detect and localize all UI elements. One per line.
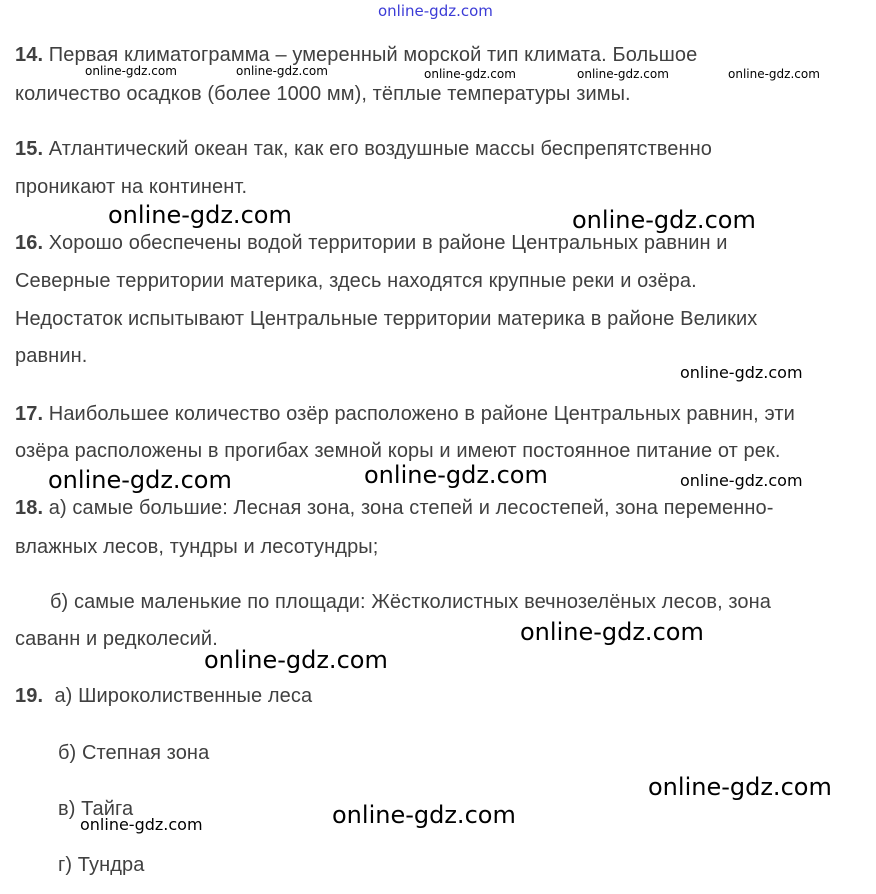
watermark: online-gdz.com: [680, 363, 803, 382]
watermark: online-gdz.com: [424, 67, 516, 81]
watermark: online-gdz.com: [48, 466, 232, 494]
answer-15-text-1: Атлантический океан так, как его воздушные массы беспрепятственно: [48, 138, 712, 160]
answer-14-text-1: Первая климатограмма – умеренный морской тип климата. Большое: [48, 44, 698, 66]
answer-18-line-3: б) самые маленькие по площади: Жёстколистных вечнозелёных лесов, зона: [50, 591, 772, 613]
watermark: online-gdz.com: [520, 618, 704, 646]
answer-17-line-2: озёра расположены в прогибах земной коры и имеют постоянное питание от рек.: [15, 440, 781, 462]
watermark: online-gdz.com: [648, 773, 832, 801]
answer-16-line-4: равнин.: [15, 345, 88, 367]
answer-17-text-1: Наибольшее количество озёр расположено в районе Центральных равнин, эти: [48, 403, 795, 425]
answer-16-line-3: Недостаток испытывают Центральные территории материка в районе Великих: [15, 308, 758, 330]
answer-17-number: 17.: [15, 403, 44, 425]
answer-18-number: 18.: [15, 497, 44, 519]
answer-19-line-a: [15, 684, 312, 708]
watermark: online-gdz.com: [364, 461, 548, 489]
watermark: online-gdz.com: [236, 64, 328, 78]
watermark: online-gdz.com: [577, 67, 669, 81]
answer-19-option-c: в) Тайга: [58, 798, 134, 820]
watermark: online-gdz.com: [108, 201, 292, 229]
answer-17-line-1: [15, 402, 795, 426]
watermark: online-gdz.com: [728, 67, 820, 81]
answer-16-number: 16.: [15, 232, 44, 254]
answer-18-line-4: саванн и редколесий.: [15, 628, 218, 650]
answer-14-line-2: количество осадков (более 1000 мм), тёплые температуры зимы.: [15, 83, 631, 105]
answer-19-number: 19.: [15, 685, 44, 707]
watermark: online-gdz.com: [680, 471, 803, 490]
answer-19-option-b: б) Степная зона: [58, 742, 210, 764]
answer-16-line-2: Северные территории материка, здесь находятся крупные реки и озёра.: [15, 270, 697, 292]
watermark: online-gdz.com: [572, 206, 756, 234]
top-watermark: online-gdz.com: [378, 2, 493, 20]
answer-19-option-a: а) Широколиственные леса: [54, 685, 313, 707]
answer-15-line-2: проникают на континент.: [15, 176, 248, 198]
watermark: online-gdz.com: [332, 801, 516, 829]
answer-18-line-1: [15, 496, 774, 520]
answer-19-option-d: г) Тундра: [58, 854, 145, 876]
watermark: online-gdz.com: [80, 815, 203, 834]
answer-16-text-1: Хорошо обеспечены водой территории в районе Центральных равнин и: [48, 232, 728, 254]
answer-18-line-2: влажных лесов, тундры и лесотундры;: [15, 536, 379, 558]
answer-15-line-1: [15, 137, 712, 161]
watermark: online-gdz.com: [85, 64, 177, 78]
answer-15-number: 15.: [15, 138, 44, 160]
answer-14-number: 14.: [15, 44, 44, 66]
answer-18-text-1: а) самые большие: Лесная зона, зона степей и лесостепей, зона переменно-: [48, 497, 774, 519]
watermark: online-gdz.com: [204, 646, 388, 674]
answer-16-line-1: [15, 231, 728, 255]
